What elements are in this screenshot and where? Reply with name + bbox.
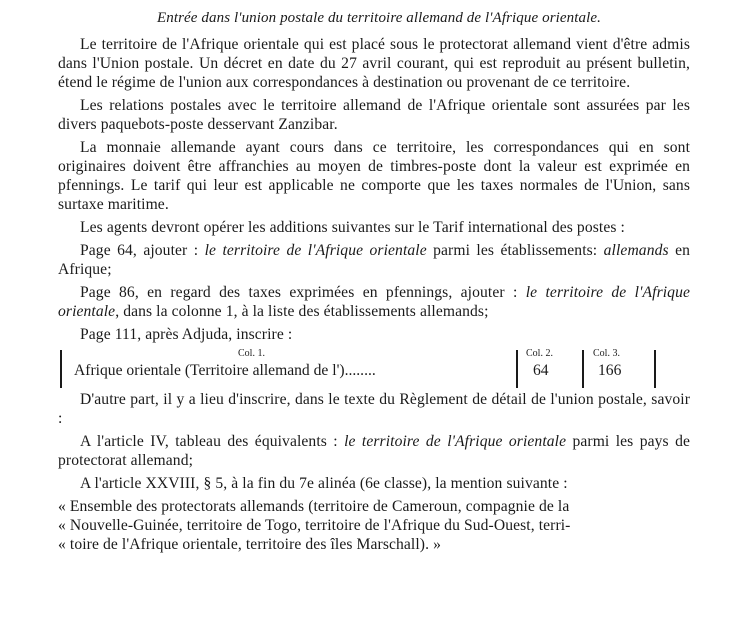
- table-entry: Afrique orientale (Territoire allemand de l')........: [74, 362, 376, 379]
- p5-text-e: en Afrique;: [58, 242, 690, 278]
- p9-text-a: A l'article IV, tableau des équivalents :: [80, 433, 345, 450]
- paragraph-8: D'autre part, il y a lieu d'inscrire, dans le texte du Règlement de détail de l'union postale, savoir :: [58, 391, 690, 427]
- table-col2-header: Col. 2.: [526, 348, 553, 359]
- paragraph-5: [58, 241, 690, 279]
- p6-text-b: le territoire de l'Afrique orientale: [58, 284, 690, 320]
- table-col2-value: 64: [533, 362, 549, 379]
- page-title: Entrée dans l'union postale du territoire allemand de l'Afrique orientale.: [156, 10, 602, 26]
- p5-text-c: parmi les établissements:: [426, 242, 604, 259]
- quote-line-1: « Ensemble des protectorats allemands (territoire de Cameroun, compagnie de la: [58, 498, 570, 515]
- paragraph-1: Le territoire de l'Afrique orientale qui est placé sous le protectorat allemand vient d'être admis dans l'Union postale. Un décret en date du 27 avril courant, qui est reproduit au présent bulletin, étend le régime de l'union aux correspondances à destination ou provenant de ce territoire.: [58, 36, 690, 91]
- table-right-rule: [654, 350, 656, 388]
- p5-text-a: Page 64, ajouter :: [80, 242, 205, 259]
- paragraph-3: La monnaie allemande ayant cours dans ce territoire, les correspondances qui en sont originaires doivent être affranchies au moyen de timbres-poste dont la valeur est exprimée en pfennings. Le tarif qui leur est applicable ne comporte que les taxes normales de l'Union, sans surtaxe maritime.: [58, 139, 690, 213]
- table-col3-header: Col. 3.: [593, 348, 620, 359]
- p5-text-d: allemands: [603, 242, 669, 259]
- paragraph-10: A l'article XXVIII, § 5, à la fin du 7e alinéa (6e classe), la mention suivante :: [80, 475, 568, 492]
- table-col3-value: 166: [598, 362, 622, 379]
- table-rule-2: [516, 350, 518, 388]
- p6-text-c: , dans la colonne 1, à la liste des établissements allemands;: [115, 303, 489, 320]
- paragraph-6: [58, 283, 690, 321]
- paragraph-7: Page 111, après Adjuda, inscrire :: [80, 326, 293, 343]
- p9-text-b: le territoire de l'Afrique orientale: [344, 433, 567, 450]
- p9-text-c: parmi les pays de protectorat allemand;: [58, 433, 690, 469]
- table-rule-3: [582, 350, 584, 388]
- paragraph-9: [58, 432, 690, 470]
- paragraph-4: Les agents devront opérer les additions suivantes sur le Tarif international des postes :: [80, 219, 625, 236]
- quote-line-2: « Nouvelle-Guinée, territoire de Togo, territoire de l'Afrique du Sud-Ouest, terri-: [58, 517, 571, 534]
- tariff-table: [58, 346, 690, 388]
- paragraph-2: Les relations postales avec le territoire allemand de l'Afrique orientale sont assurées par les divers paquebots-poste desservant Zanzibar.: [58, 97, 690, 133]
- table-left-rule: [60, 350, 62, 388]
- p5-text-b: le territoire de l'Afrique orientale: [204, 242, 427, 259]
- table-col1-header: Col. 1.: [238, 348, 265, 359]
- p6-text-a: Page 86, en regard des taxes exprimées en pfennings, ajouter :: [80, 284, 526, 301]
- quote-line-3: « toire de l'Afrique orientale, territoire des îles Marschall). »: [58, 536, 441, 553]
